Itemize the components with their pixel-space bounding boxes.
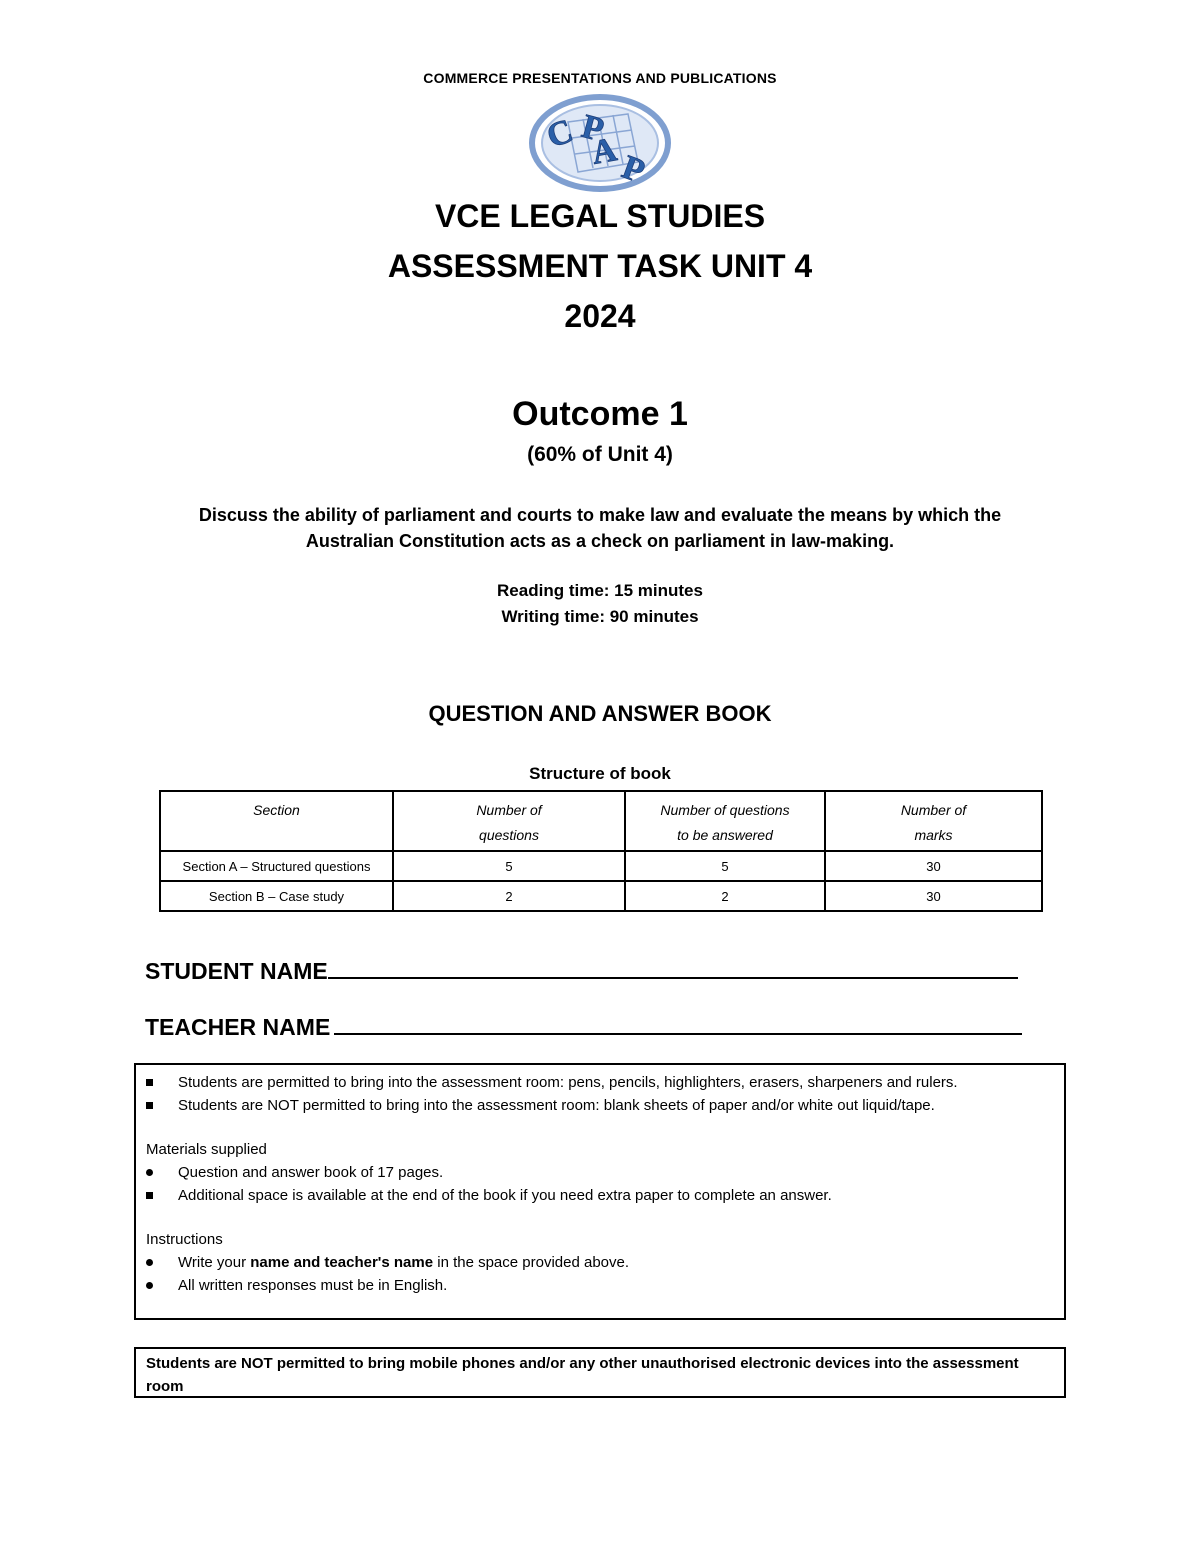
header-questions-to-answer	[625, 791, 825, 851]
square-bullet-icon	[146, 1079, 153, 1086]
table-cell: 2	[625, 881, 825, 911]
table-row	[160, 881, 1042, 911]
header-line: Number of	[476, 802, 542, 818]
table-cell: 30	[825, 881, 1042, 911]
teacher-name-label: TEACHER NAME	[145, 1014, 331, 1040]
book-heading: QUESTION AND ANSWER BOOK	[428, 701, 772, 726]
material-item: Question and answer book of 17 pages.	[178, 1164, 444, 1181]
instruction-bold: name and teacher's name	[250, 1254, 434, 1271]
round-bullet-icon	[146, 1169, 153, 1176]
list-item	[146, 1161, 1054, 1184]
header-number-of-marks	[825, 791, 1042, 851]
outcome-label: Outcome 1	[512, 395, 688, 433]
outcome-weight: (60% of Unit 4)	[527, 443, 673, 466]
task-description: Discuss the ability of parliament and courts to make law and evaluate the means by which the Australian Constitution acts as a check on parliament in law-making.	[198, 505, 1002, 551]
publisher-name: COMMERCE PRESENTATIONS AND PUBLICATIONS	[423, 70, 777, 86]
reading-time: Reading time: 15 minutes	[497, 581, 703, 600]
header-section-line: Section	[253, 802, 300, 818]
student-name-label: STUDENT NAME	[145, 958, 328, 984]
table-cell: 30	[825, 851, 1042, 881]
list-item	[146, 1184, 1054, 1207]
header-line: Number of	[900, 802, 967, 818]
svg-text:P: P	[577, 107, 608, 150]
instruction-item: All written responses must be in English.	[178, 1277, 448, 1294]
header-line: marks	[914, 827, 953, 843]
devices-notice: Students are NOT permitted to bring mobile phones and/or any other unauthorised electronic devices into the assessment room	[146, 1355, 1019, 1395]
title-year: 2024	[564, 298, 636, 334]
table-cell: Section A – Structured questions	[160, 851, 393, 881]
instruction-prefix: Write your	[178, 1254, 251, 1271]
table-cell: 5	[393, 851, 625, 881]
header-number-of-questions	[393, 791, 625, 851]
teacher-name-blank[interactable]	[334, 1013, 1022, 1035]
table-cell: 2	[393, 881, 625, 911]
svg-text:A: A	[588, 131, 620, 172]
instructions-heading: Instructions	[146, 1231, 223, 1248]
round-bullet-icon	[146, 1259, 153, 1266]
header-line: Number of questions	[660, 802, 790, 818]
structure-caption: Structure of book	[529, 764, 671, 783]
materials-heading: Materials supplied	[146, 1141, 267, 1158]
instruction-suffix: in the space provided above.	[433, 1254, 630, 1271]
list-item	[146, 1251, 1054, 1274]
devices-notice-box	[134, 1347, 1066, 1398]
table-cell: 5	[625, 851, 825, 881]
instructions-box	[134, 1063, 1066, 1320]
header-line: to be answered	[677, 827, 773, 843]
table-header-row	[160, 791, 1042, 851]
student-name-blank[interactable]	[328, 957, 1018, 979]
structure-table	[159, 790, 1043, 912]
writing-time: Writing time: 90 minutes	[501, 607, 699, 626]
cpap-logo-icon	[528, 92, 672, 194]
list-item	[146, 1094, 1054, 1117]
list-item	[146, 1071, 1054, 1094]
list-item	[146, 1274, 1054, 1297]
square-bullet-icon	[146, 1102, 153, 1109]
title-line-1: VCE LEGAL STUDIES	[434, 198, 766, 234]
table-cell: Section B – Case study	[160, 881, 393, 911]
header-line: questions	[479, 827, 539, 843]
not-permitted-text: Students are NOT permitted to bring into the assessment room: blank sheets of paper and/or white out liquid/tape.	[178, 1097, 935, 1114]
student-name-field[interactable]	[145, 957, 1018, 985]
round-bullet-icon	[146, 1282, 153, 1289]
title-line-2: ASSESSMENT TASK UNIT 4	[387, 248, 813, 284]
square-bullet-icon	[146, 1192, 153, 1199]
teacher-name-field[interactable]	[145, 1013, 1022, 1041]
permitted-text: Students are permitted to bring into the assessment room: pens, pencils, highlighters, erasers, sharpeners and rulers.	[178, 1074, 958, 1091]
svg-text:P: P	[617, 148, 650, 191]
table-row	[160, 851, 1042, 881]
material-item: Additional space is available at the end of the book if you need extra paper to complete an answer.	[178, 1187, 832, 1204]
header-section	[160, 791, 393, 851]
svg-text:C: C	[542, 112, 578, 156]
